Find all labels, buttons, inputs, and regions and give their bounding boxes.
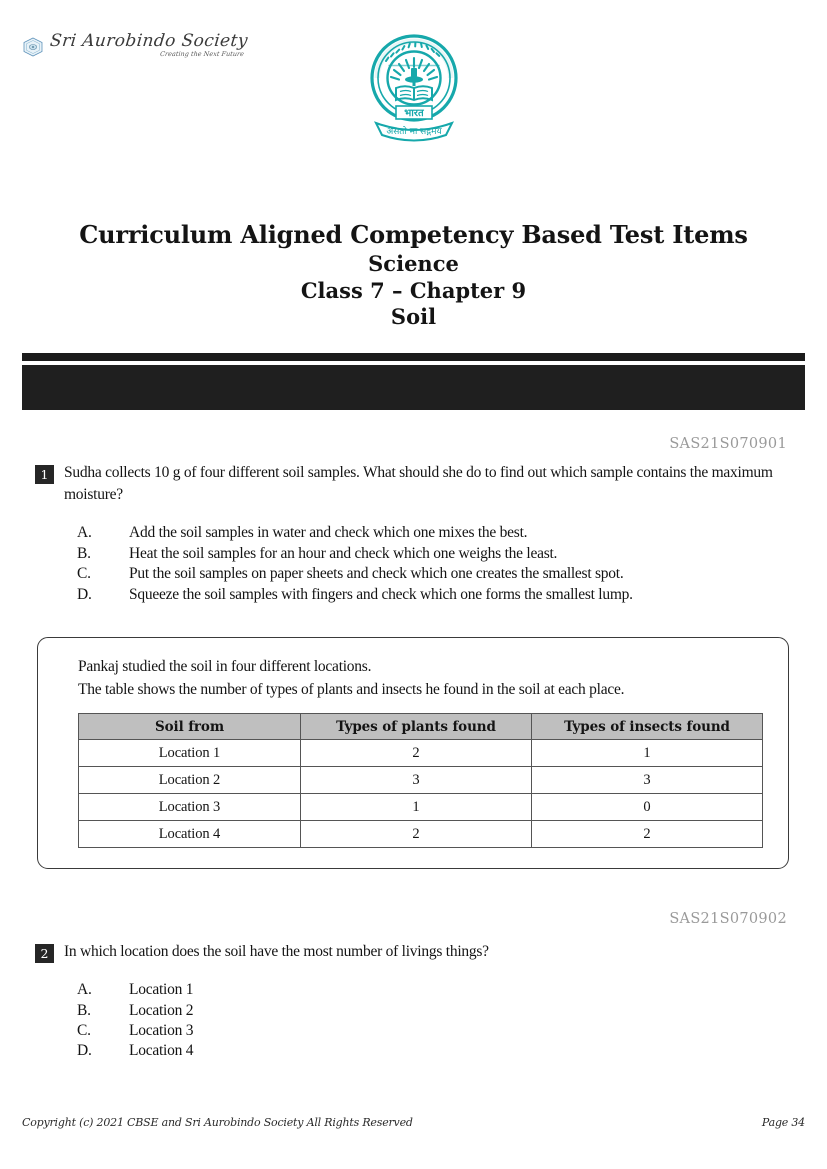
option-label: Heat the soil samples for an hour and check which one weighs the least. xyxy=(129,544,558,562)
question-stem-row-1 xyxy=(35,462,787,506)
option-key: B. xyxy=(77,1001,91,1019)
title-divider-group xyxy=(0,353,827,410)
table-row xyxy=(79,821,763,848)
table-row xyxy=(79,794,763,821)
options-list-2 xyxy=(35,980,787,1062)
sri-aurobindo-society-logo xyxy=(22,33,248,58)
question-code-1: SAS21S070901 xyxy=(669,436,787,453)
option-key: D. xyxy=(77,1042,92,1060)
option-2-d[interactable] xyxy=(77,1041,787,1061)
option-label: Location 2 xyxy=(129,1001,194,1019)
banner-hindi-title: केंद्रीय माध्यमिक शिक्षा बोर्ड xyxy=(335,161,492,180)
cbse-banner xyxy=(0,155,827,200)
cell-location: Location 2 xyxy=(79,767,301,794)
soil-observation-table xyxy=(78,713,763,848)
cell-location: Location 1 xyxy=(79,740,301,767)
cell-insects: 3 xyxy=(532,767,763,794)
stimulus-box xyxy=(37,637,789,869)
option-1-d[interactable] xyxy=(77,585,787,605)
table-header-insects: Types of insects found xyxy=(532,714,763,740)
cell-plants: 2 xyxy=(301,821,532,848)
cell-plants: 3 xyxy=(301,767,532,794)
black-banner-block xyxy=(22,365,805,410)
option-2-b[interactable] xyxy=(77,1001,787,1021)
table-header-plants: Types of plants found xyxy=(301,714,532,740)
title-line-1: Curriculum Aligned Competency Based Test Items xyxy=(79,220,748,249)
question-number-badge-2: 2 xyxy=(35,944,54,963)
title-line-4-topic: Soil xyxy=(390,304,437,330)
title-line-2-subject: Science xyxy=(368,250,459,276)
option-key: B. xyxy=(77,544,91,562)
cell-location: Location 4 xyxy=(79,821,301,848)
society-tagline: Creating the Next Future xyxy=(159,50,245,58)
option-label: Location 1 xyxy=(129,981,194,999)
cell-insects: 2 xyxy=(532,821,763,848)
option-key: A. xyxy=(77,981,92,999)
page-header xyxy=(0,0,827,155)
option-label: Put the soil samples on paper sheets and check which one creates the smallest spot. xyxy=(129,565,624,583)
option-2-c[interactable] xyxy=(77,1021,787,1041)
option-key: D. xyxy=(77,585,92,603)
question-block-2 xyxy=(35,911,787,1062)
cell-insects: 0 xyxy=(532,794,763,821)
stimulus-line-1: Pankaj studied the soil in four different locations. xyxy=(78,658,372,676)
page-content xyxy=(0,436,827,1062)
cell-insects: 1 xyxy=(532,740,763,767)
question-stem-row-2 xyxy=(35,941,787,963)
table-header-row xyxy=(79,714,763,740)
table-row xyxy=(79,740,763,767)
table-header-soil-from: Soil from xyxy=(79,714,301,740)
option-label: Squeeze the soil samples with fingers and check which one forms the smallest lump. xyxy=(129,585,633,603)
option-key: A. xyxy=(77,524,92,542)
option-1-a[interactable] xyxy=(77,523,787,543)
cell-plants: 2 xyxy=(301,740,532,767)
footer-copyright: Copyright (c) 2021 CBSE and Sri Aurobindo Society All Rights Reserved xyxy=(22,1116,413,1129)
title-line-3-class-chapter: Class 7 – Chapter 9 xyxy=(300,277,527,303)
option-label: Location 4 xyxy=(129,1042,194,1060)
question-text-2: In which location does the soil have the most number of livings things? xyxy=(64,943,489,961)
option-1-b[interactable] xyxy=(77,544,787,564)
question-text-1: Sudha collects 10 g of four different soil samples. What should she do to find out which sample contains the maximum moisture? xyxy=(64,464,773,504)
sri-aurobindo-lotus-mark-icon xyxy=(22,37,44,57)
question-number-badge-1: 1 xyxy=(35,465,54,484)
options-list-1 xyxy=(35,523,787,605)
option-label: Location 3 xyxy=(129,1022,194,1039)
emblem-country-text: भारत xyxy=(403,108,424,119)
question-code-2: SAS21S070902 xyxy=(669,911,787,928)
document-title xyxy=(0,220,827,331)
society-name: Sri Aurobindo Society xyxy=(49,31,249,51)
page-footer xyxy=(22,1116,805,1129)
table-row xyxy=(79,767,763,794)
stimulus-line-2: The table shows the number of types of plants and insects he found in the soil at each place. xyxy=(78,680,625,698)
cell-location: Location 3 xyxy=(79,794,301,821)
footer-page-number: Page 34 xyxy=(761,1116,805,1129)
cell-plants: 1 xyxy=(301,794,532,821)
emblem-motto-text: असतो मा सद्गमय xyxy=(385,127,442,137)
option-1-c[interactable] xyxy=(77,564,787,584)
option-key: C. xyxy=(77,565,91,583)
cbse-emblem-icon xyxy=(362,28,466,146)
option-label: Add the soil samples in water and check which one mixes the best. xyxy=(129,524,528,542)
banner-english-title: CENTRAL BOARD OF SECONDARY EDUCATION xyxy=(252,178,575,194)
society-logo-text xyxy=(50,33,248,58)
option-key: C. xyxy=(77,1022,91,1039)
option-2-a[interactable] xyxy=(77,980,787,1000)
question-block-1 xyxy=(35,436,787,605)
black-rule-divider xyxy=(22,353,805,361)
